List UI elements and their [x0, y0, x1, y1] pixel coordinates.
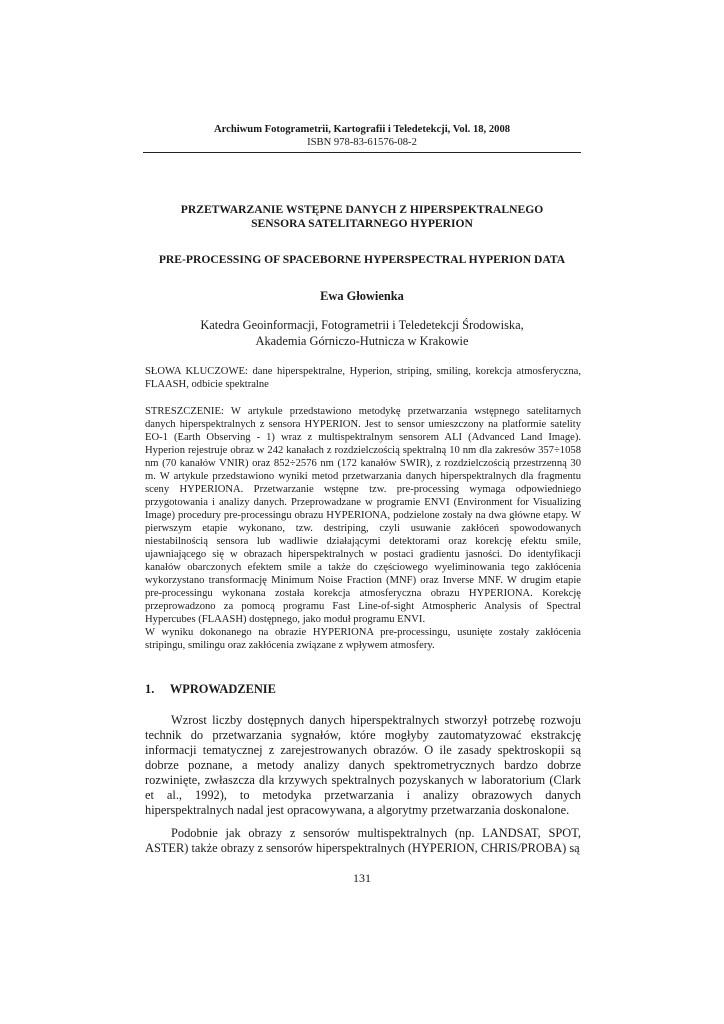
- title-polish-line: PRZETWARZANIE WSTĘPNE DANYCH Z HIPERSPEKTRALNEGO: [180, 203, 544, 216]
- body-paragraph: Wzrost liczby dostępnych danych hiperspektralnych stworzył potrzebę rozwoju technik do przetwarzania sygnałów, które mogłyby zautomatyzować ekstrakcję informacji tematycznej z zarejestrowanych obrazów. O ile zasady spektroskopii są dobrze poznane, a metody analizy danych spektrometrycznych bardzo dobrze rozwinięte, zwłaszcza dla krzywych spektralnych pozyskanych w laboratorium (Clark et al., 1992), to metodyka przetwarzania i analizy obrazowych danych hiperspektralnych nadal jest opracowywana, a algorytmy przetwarzania doskonalone.: [145, 713, 581, 817]
- section-heading: [145, 682, 276, 697]
- affiliation-line: Katedra Geoinformacji, Fotogrametrii i Teledetekcji Środowiska,: [200, 318, 524, 332]
- abstract: [145, 405, 581, 652]
- body-paragraph: Podobnie jak obrazy z sensorów multispektralnych (np. LANDSAT, SPOT, ASTER) także obrazy z sensorów hiperspektralnych (HYPERION, CHRIS/PROBA) są: [145, 826, 581, 855]
- header-rule: [143, 152, 581, 153]
- title-english: PRE-PROCESSING OF SPACEBORNE HYPERSPECTRAL HYPERION DATA: [158, 253, 566, 266]
- journal-header: Archiwum Fotogrametrii, Kartografii i Teledetekcji, Vol. 18, 2008: [213, 124, 511, 135]
- abstract-paragraph: W wyniku dokonanego na obrazie HYPERIONA pre-processingu, usunięte zostały zakłócenia stripingu, smilingu oraz zakłócenia związane z wpływem atmosfery.: [145, 627, 581, 651]
- abstract-label: STRESZCZENIE:: [145, 406, 224, 417]
- keywords: [145, 365, 581, 391]
- author-name: Ewa Głowienka: [320, 289, 404, 303]
- title-polish-line: SENSORA SATELITARNEGO HYPERION: [251, 217, 473, 230]
- title-polish: [143, 203, 581, 231]
- isbn: ISBN 978-83-61576-08-2: [307, 137, 417, 148]
- abstract-paragraph: [145, 405, 581, 626]
- page-number: 131: [353, 871, 371, 885]
- section-number: 1.: [145, 682, 155, 696]
- body-text: [145, 713, 581, 864]
- affiliation: [143, 317, 581, 349]
- section-title: WPROWADZENIE: [169, 682, 276, 696]
- affiliation-line: Akademia Górniczo-Hutnicza w Krakowie: [255, 334, 469, 348]
- keywords-text: dane hiperspektralne, Hyperion, striping, smiling, korekcja atmosferyczna, FLAASH, odbicie spektralne: [145, 366, 581, 390]
- keywords-label: SŁOWA KLUCZOWE:: [145, 366, 248, 377]
- abstract-text: W artykule przedstawiono metodykę przetwarzania wstępnego satelitarnych danych hiperspektralnych z sensora HYPERION. Jest to sensor umieszczony na platformie satelity EO-1 (Earth Observing - 1) wraz z multispektralnym sensorem ALI (Advanced Land Image). Hyperion rejestruje obraz w 242 kanałach z rozdzielczością spektralną 10 nm dla zakresów 357÷1058 nm (70 kanałów VNIR) oraz 852÷2576 nm (172 kanałów SWIR), z rozdzielczością przestrzenną 30 m. W artykule przedstawiono wyniki metod przetwarzania danych hiperspektralnych dla fragmentu sceny HYPERIONA. Przetwarzanie wstępne tzw. pre-processing wymaga odpowiedniego przygotowania i analizy danych. Przeprowadzane w programie ENVI (Environment for Visualizing Image) procedury pre-processingu obrazu HYPERIONA, podzielone zostały na dwa główne etapy. W pierwszym etapie wykonano, tzw. destriping, czyli usuwanie zakłóceń spowodowanych niestabilnością sensora lub wadliwie działającymi detektorami oraz korekcję efektu smile, ujawniającego się w obrazach hiperspektralnych w postaci gradientu jasności. Do identyfikacji kanałów obarczonych efektem smile a także do częściowego wyeliminowania tego zakłócenia wykorzystano transformację Minimum Noise Fraction (MNF) oraz Inverse MNF. W drugim etapie pre-processingu wykonana została korekcja atmosferyczna obrazu HYPERIONA. Korekcję przeprowadzono za pomocą programu Fast Line-of-sight Atmospheric Analysis of Spectral Hypercubes (FLAASH) dostępnego, jako moduł programu ENVI.: [145, 406, 581, 625]
